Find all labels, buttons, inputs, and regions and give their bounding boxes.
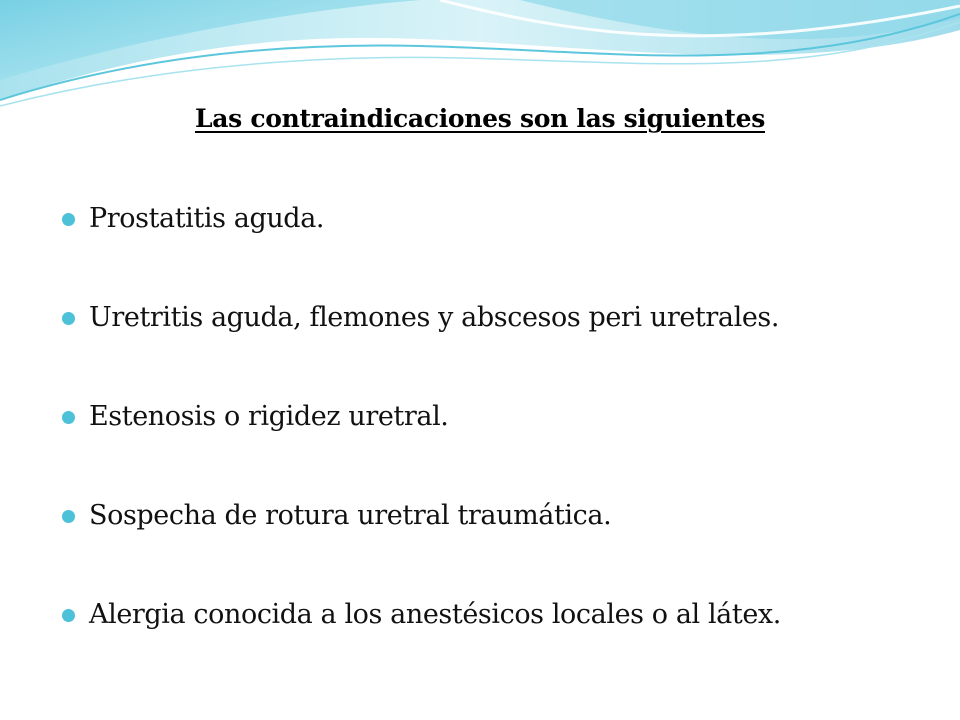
bullet-text: Uretritis aguda, flemones y abscesos peri uretrales. — [89, 302, 780, 333]
bullet-text: Alergia conocida a los anestésicos locales o al látex. — [89, 599, 781, 630]
bullet-dot-icon — [62, 609, 75, 622]
slide-title: Las contraindicaciones son las siguientes — [194, 104, 765, 133]
bullet-dot-icon — [62, 411, 75, 424]
header-wave-decoration — [0, 0, 960, 120]
bullet-text: Estenosis o rigidez uretral. — [89, 401, 449, 432]
list-item — [62, 198, 942, 297]
bullet-list — [62, 198, 942, 693]
bullet-dot-icon — [62, 510, 75, 523]
list-item — [62, 297, 942, 396]
list-item — [62, 396, 942, 495]
bullet-text: Prostatitis aguda. — [89, 203, 325, 234]
bullet-dot-icon — [62, 312, 75, 325]
bullet-text: Sospecha de rotura uretral traumática. — [89, 500, 612, 531]
list-item — [62, 594, 942, 693]
list-item — [62, 495, 942, 594]
bullet-dot-icon — [62, 213, 75, 226]
